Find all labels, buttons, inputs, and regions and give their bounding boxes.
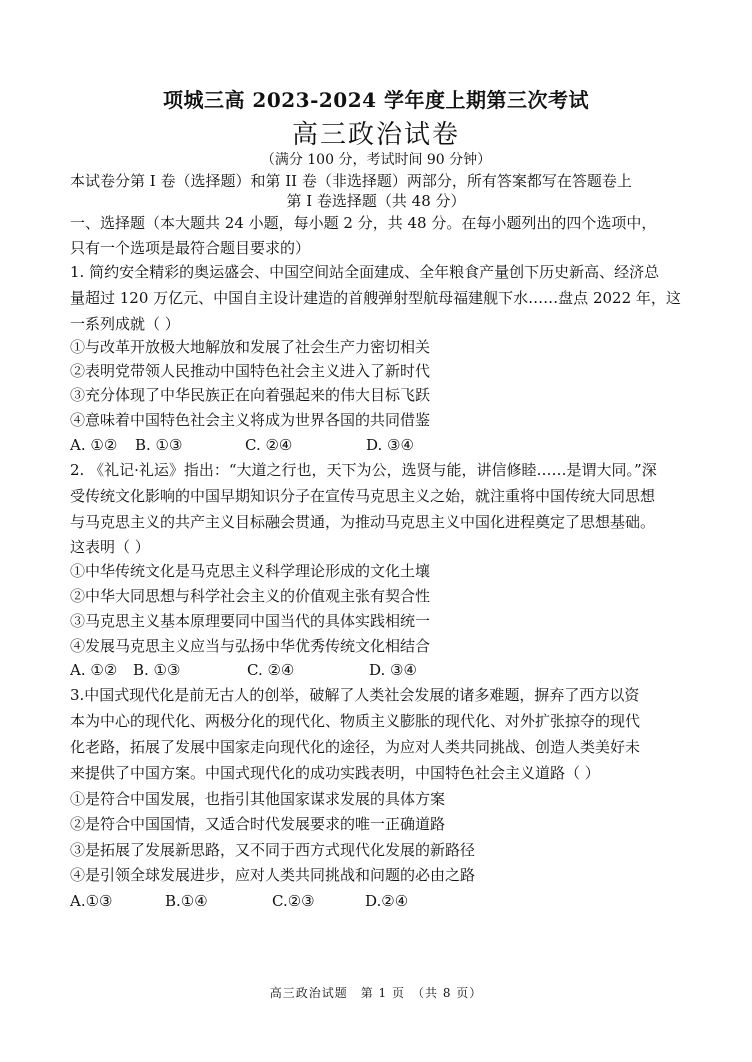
page-footer: 高三政治试题 第 1 页 （共 8 页） xyxy=(269,986,483,1000)
intro-line: 本试卷分第 I 卷（选择题）和第 II 卷（非选择题）两部分，所有答案都写在答题卷上 xyxy=(70,172,632,190)
question-option: ④是引领全球发展进步，应对人类共同挑战和问题的必由之路 xyxy=(70,866,476,884)
answer-choice-d: D.②④ xyxy=(365,892,409,910)
answer-choice-b: B. ①③ xyxy=(135,436,183,454)
exam-title: 项城三高 2023-2024 学年度上期第三次考试 xyxy=(162,88,590,112)
question-option: ④意味着中国特色社会主义将成为世界各国的共同借鉴 xyxy=(70,411,431,429)
question-option: ③是拓展了发展新思路，又不同于西方式现代化发展的新路径 xyxy=(70,841,476,859)
question-stem-line: 2. 《礼记·礼运》指出：“大道之行也，天下为公，选贤与能，讲信修睦……是谓大同。”深 xyxy=(70,461,657,479)
question-stem-line: 这表明（ ） xyxy=(70,538,150,556)
question-stem-line: 量超过 120 万亿元、中国自主设计建造的首艘弹射型航母福建舰下水……盘点 2022 年，这 xyxy=(70,289,681,307)
question-stem-line: 与马克思主义的共产主义目标融会贯通，为推动马克思主义中国化进程奠定了思想基础。 xyxy=(70,513,656,531)
question-stem-line: 3.中国式现代化是前无古人的创举，破解了人类社会发展的诸多难题，摒弃了西方以资 xyxy=(70,686,640,704)
answer-choice-a: A. ①② xyxy=(70,661,118,679)
question-stem-line: 一系列成就（ ） xyxy=(70,315,180,333)
question-option: ④发展马克思主义应当与弘扬中华优秀传统文化相结合 xyxy=(70,637,431,655)
part-one-heading: 第 I 卷选择题（共 48 分） xyxy=(286,192,466,210)
question-stem-line: 化老路，拓展了发展中国家走向现代化的途径，为应对人类共同挑战、创造人类美好未 xyxy=(70,738,641,756)
section-heading-line2: 只有一个选项是最符合题目要求的） xyxy=(70,239,311,257)
question-option: ②中华大同思想与科学社会主义的价值观主张有契合性 xyxy=(70,587,431,605)
answer-choice-c: C. ②④ xyxy=(245,436,293,454)
answer-choice-c: C. ②④ xyxy=(247,661,295,679)
answer-choice-b: B. ①③ xyxy=(133,661,181,679)
answer-choice-b: B.①④ xyxy=(165,892,208,910)
answer-choice-a: A.①③ xyxy=(70,892,113,910)
question-option: ①与改革开放极大地解放和发展了社会生产力密切相关 xyxy=(70,338,431,356)
exam-subtitle: 高三政治试卷 xyxy=(291,120,460,150)
section-heading-line1: 一、选择题（本大题共 24 小题，每小题 2 分，共 48 分。在每小题列出的四个选项中， xyxy=(70,214,657,232)
question-option: ②是符合中国国情，又适合时代发展要求的唯一正确道路 xyxy=(70,815,446,833)
question-option: ①中华传统文化是马克思主义科学理论形成的文化土壤 xyxy=(70,562,431,580)
question-option: ①是符合中国发展，也指引其他国家谋求发展的具体方案 xyxy=(70,790,446,808)
question-option: ③充分体现了中华民族正在向着强起来的伟大目标飞跃 xyxy=(70,386,431,404)
answer-choice-d: D. ③④ xyxy=(366,436,414,454)
question-stem-line: 来提供了中国方案。中国式现代化的成功实践表明，中国特色社会主义道路（ ） xyxy=(70,764,600,782)
answer-choice-c: C.②③ xyxy=(272,892,315,910)
question-option: ②表明党带领人民推动中国特色社会主义进入了新时代 xyxy=(70,362,431,380)
question-stem-line: 本为中心的现代化、两极分化的现代化、物质主义膨胀的现代化、对外扩张掠夺的现代 xyxy=(70,712,641,730)
question-option: ③马克思主义基本原理要同中国当代的具体实践相统一 xyxy=(70,612,431,630)
question-stem-line: 1. 简约安全精彩的奥运盛会、中国空间站全面建成、全年粮食产量创下历史新高、经济总 xyxy=(70,263,660,281)
question-stem-line: 受传统文化影响的中国早期知识分子在宣传马克思主义之始，就注重将中国传统大同思想 xyxy=(70,487,656,505)
answer-choice-a: A. ①② xyxy=(70,436,118,454)
score-info: （满分 100 分，考试时间 90 分钟） xyxy=(260,152,492,168)
answer-choice-d: D. ③④ xyxy=(369,661,417,679)
